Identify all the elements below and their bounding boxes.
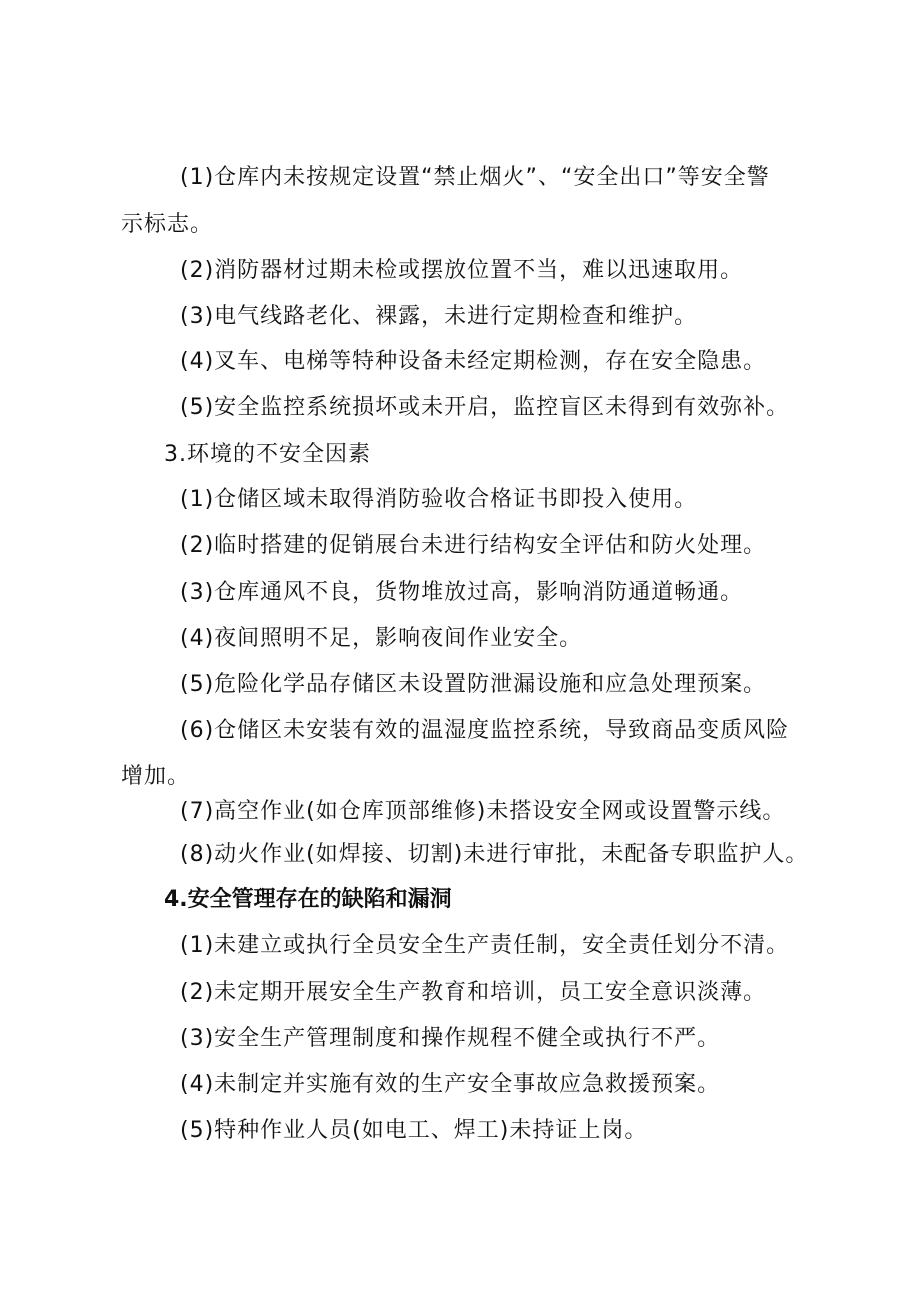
- section4-item-3: (3)安全生产管理制度和操作规程不健全或执行不严。: [180, 1026, 721, 1051]
- section2-item-1-line2: 示标志。: [121, 212, 214, 237]
- section3-item-6-line1: (6)仓储区未安装有效的温湿度监控系统，导致商品变质风险: [180, 718, 790, 743]
- section2-item-1-line1: (1)仓库内未按规定设置“禁止烟火”、“安全出口”等安全警: [180, 165, 770, 190]
- section3-item-4: (4)夜间照明不足，影响夜间作业安全。: [180, 626, 583, 651]
- section3-item-7: (7)高空作业(如仓库顶部维修)未搭设安全网或设置警示线。: [180, 799, 786, 824]
- section4-item-2: (2)未定期开展安全生产教育和培训，员工安全意识淡薄。: [180, 980, 767, 1005]
- section3-item-3: (3)仓库通风不良，货物堆放过高，影响消防通道畅通。: [180, 580, 744, 605]
- section3-item-5: (5)危险化学品存储区未设置防泄漏设施和应急处理预案。: [180, 672, 767, 697]
- section2-item-5: (5)安全监控系统损坏或未开启，监控盲区未得到有效弥补。: [180, 395, 790, 420]
- section3-item-6-line2: 增加。: [121, 764, 191, 789]
- section2-item-2: (2)消防器材过期未检或摆放位置不当，难以迅速取用。: [180, 258, 744, 283]
- section3-item-8: (8)动火作业(如焊接、切割)未进行审批，未配备专职监护人。: [180, 842, 809, 867]
- section4-item-4: (4)未制定并实施有效的生产安全事故应急救援预案。: [180, 1072, 721, 1097]
- section2-item-4: (4)叉车、电梯等特种设备未经定期检测，存在安全隐患。: [180, 349, 767, 374]
- section3-heading: 3.环境的不安全因素: [164, 442, 371, 467]
- section3-item-1: (1)仓储区域未取得消防验收合格证书即投入使用。: [180, 487, 698, 512]
- section4-heading: 4.安全管理存在的缺陷和漏洞: [164, 887, 452, 912]
- section4-item-5: (5)特种作业人员(如电工、焊工)未持证上岗。: [180, 1118, 648, 1143]
- section4-item-1: (1)未建立或执行全员安全生产责任制，安全责任划分不清。: [180, 933, 790, 958]
- section2-item-3: (3)电气线路老化、裸露，未进行定期检查和维护。: [180, 304, 698, 329]
- section3-item-2: (2)临时搭建的促销展台未进行结构安全评估和防火处理。: [180, 533, 767, 558]
